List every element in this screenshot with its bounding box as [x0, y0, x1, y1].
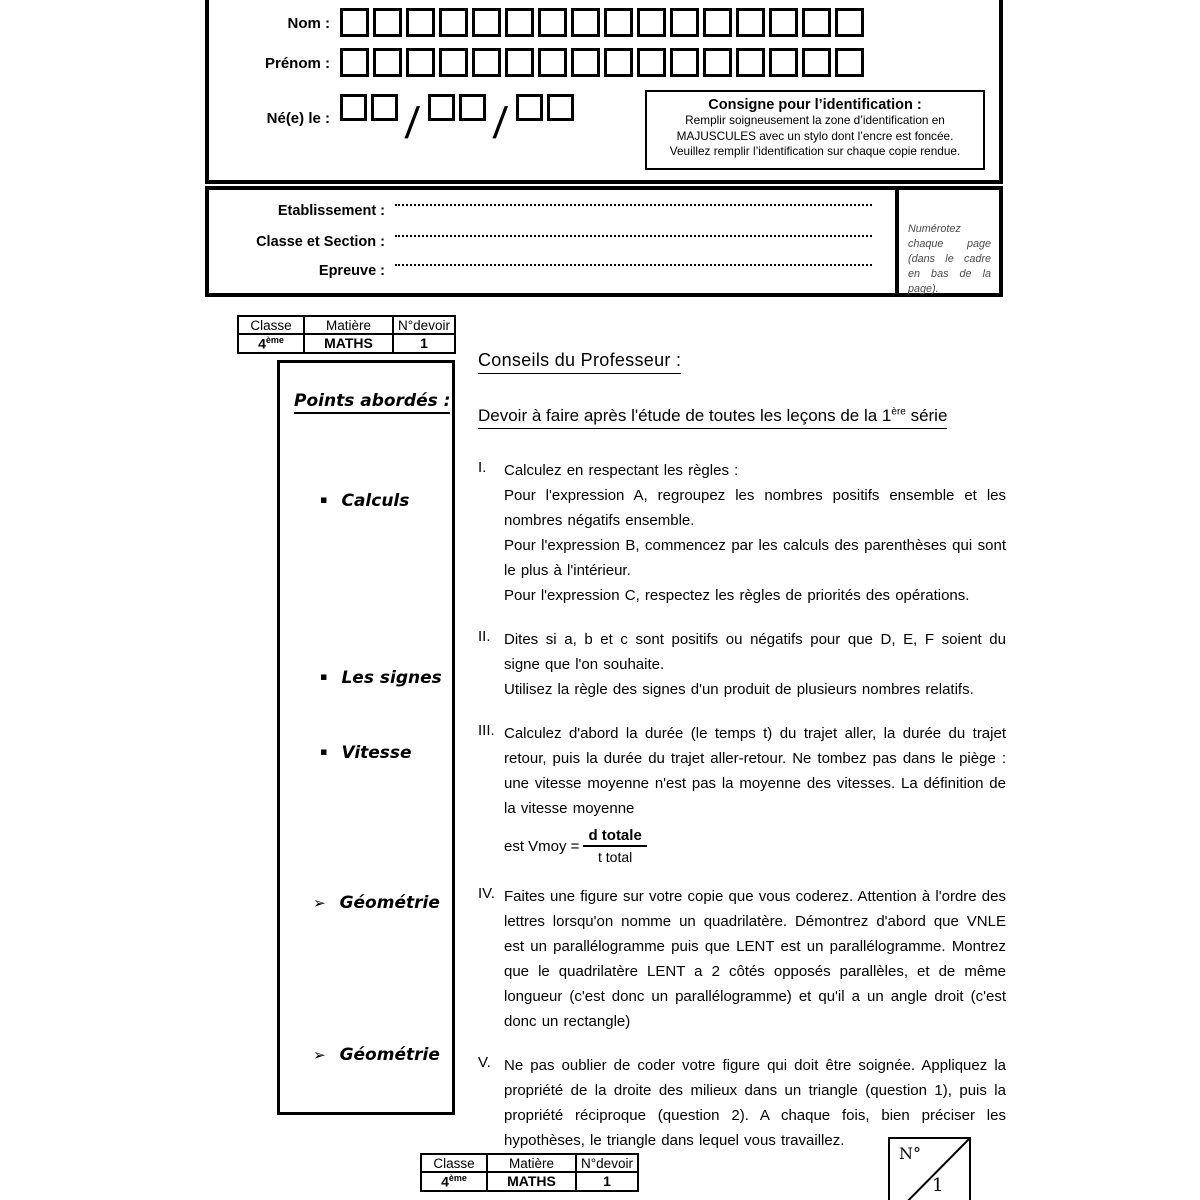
conseils-heading: Conseils du Professeur :	[478, 350, 681, 374]
character-box	[340, 8, 369, 37]
devoir-value: 1	[393, 334, 455, 353]
matiere-value: MATHS	[487, 1172, 576, 1191]
roman-numeral: III.	[478, 722, 495, 739]
bullet-icon: ▪	[320, 670, 328, 683]
character-box	[472, 48, 501, 77]
advice-text: Pour l'expression B, commencez par les calculs des parenthèses qui sont le plus à l'intérieur.	[504, 537, 1006, 579]
character-box	[637, 8, 666, 37]
sidebar-item-label: Vitesse	[341, 743, 412, 763]
character-box	[604, 8, 633, 37]
character-box	[571, 48, 600, 77]
character-box	[637, 48, 666, 77]
course-table-top	[237, 315, 456, 354]
classe-section-label: Classe et Section :	[256, 234, 385, 250]
advice-item-3	[478, 721, 1006, 865]
sidebar-item-label: Géométrie	[339, 1045, 440, 1065]
advice-text: Ne pas oublier de coder votre figure qui doit être soignée. Appliquez la propriété de la droite des milieux dans un triangle (question 1), puis la propriété réciproque (question 2). A chaque fois, bien préciser les hypothèses, le triangle dans lequel vous travaillez.	[504, 1057, 1006, 1149]
bullet-icon: ▪	[320, 493, 328, 506]
character-box	[340, 48, 369, 77]
points-abordes-box	[277, 360, 455, 1115]
advice-text: Calculez en respectant les règles :	[504, 462, 739, 479]
sidebar-item-calculs	[320, 491, 409, 511]
advice-text: Faites une figure sur votre copie que vous coderez. Attention à l'ordre des lettres lorsqu'on nomme un quadrilatère. Démontrez d'abord que VNLE est un parallélogramme puis que LENT est un parallélogramme. Montrez que le quadrilatère LENT a 2 côtés opposés parallèles, et de même longueur (c'est donc un parallélogramme) et qu'il a un angle droit (c'est donc un rectangle)	[504, 888, 1006, 1030]
character-box	[505, 8, 534, 37]
epreuve-fill-line	[395, 249, 872, 266]
character-box	[835, 48, 864, 77]
devoir-header: N°devoir	[576, 1154, 638, 1172]
matiere-header: Matière	[487, 1154, 576, 1172]
character-box	[459, 94, 486, 121]
character-box	[670, 8, 699, 37]
matiere-value: MATHS	[304, 334, 393, 353]
devoir-value: 1	[576, 1172, 638, 1191]
character-box	[516, 94, 543, 121]
instructions-title: Consigne pour l’identification :	[708, 97, 922, 113]
date-slash: /	[403, 99, 421, 148]
instructions-line: MAJUSCULES avec un stylo dont l’encre est foncée.	[676, 128, 954, 143]
character-box	[538, 48, 567, 77]
points-abordes-title: Points abordés :	[294, 391, 450, 414]
classe-header: Classe	[238, 316, 304, 334]
character-box	[439, 48, 468, 77]
character-box	[340, 94, 367, 121]
bullet-icon: ▪	[320, 745, 328, 758]
sidebar-item-label: Les signes	[341, 668, 442, 688]
character-box	[373, 48, 402, 77]
birthdate-day-boxes	[340, 94, 402, 121]
advice-item-4	[478, 884, 1006, 1034]
roman-numeral: IV.	[478, 885, 495, 902]
date-slash: /	[491, 99, 510, 148]
birthdate-label: Né(e) le :	[266, 110, 330, 127]
advice-text: Dites si a, b et c sont positifs ou négatifs pour que D, E, F soient du signe que l'on souhaite.	[504, 631, 1006, 673]
character-box	[373, 8, 402, 37]
classe-header: Classe	[421, 1154, 487, 1172]
prenom-letter-boxes	[340, 48, 868, 77]
classe-section-fill-line	[395, 220, 872, 237]
character-box	[371, 94, 398, 121]
character-box	[736, 8, 765, 37]
advice-list	[478, 458, 1006, 1172]
sidebar-item-geometrie-1	[313, 893, 440, 913]
character-box	[538, 8, 567, 37]
character-box	[472, 8, 501, 37]
etablissement-label: Etablissement :	[277, 203, 385, 219]
sidebar-item-label: Calculs	[341, 491, 410, 511]
arrow-bullet-icon: ➢	[313, 894, 326, 912]
character-box	[547, 94, 574, 121]
sidebar-item-les-signes	[320, 668, 442, 688]
birthdate-boxes	[340, 94, 578, 146]
sidebar-item-label: Géométrie	[339, 893, 440, 913]
formula-prefix: est Vmoy =	[504, 837, 580, 855]
instructions-line: Veuillez remplir l’identification sur chaque copie rendue.	[669, 144, 961, 159]
page-numbering-note-box	[895, 186, 1003, 297]
character-box	[769, 8, 798, 37]
advice-item-2	[478, 627, 1006, 702]
character-box	[736, 48, 765, 77]
classe-value: 4ème	[238, 334, 304, 353]
character-box	[703, 8, 732, 37]
etablissement-fill-line	[395, 189, 872, 206]
instructions-line: Remplir soigneusement la zone d’identification en	[685, 113, 945, 127]
roman-numeral: II.	[478, 628, 491, 645]
character-box	[802, 48, 831, 77]
advice-text: Pour l'expression A, regroupez les nombres positifs ensemble et les nombres négatifs ensemble.	[504, 487, 1006, 529]
advice-text: Pour l'expression C, respectez les règles de priorités des opérations.	[504, 587, 970, 604]
character-box	[505, 48, 534, 77]
character-box	[670, 48, 699, 77]
fraction-numerator: d totale	[583, 827, 646, 847]
advice-item-1	[478, 458, 1006, 608]
classe-value: 4ème	[421, 1172, 487, 1191]
matiere-header: Matière	[304, 316, 393, 334]
nom-label: Nom :	[287, 15, 330, 32]
page-number-box	[888, 1137, 971, 1200]
nom-letter-boxes	[340, 8, 868, 37]
character-box	[439, 8, 468, 37]
character-box	[769, 48, 798, 77]
birthdate-year-boxes	[516, 94, 578, 121]
formula-fraction	[583, 827, 646, 865]
page-number-label: N°	[899, 1144, 921, 1163]
roman-numeral: I.	[478, 459, 487, 476]
prenom-label: Prénom :	[264, 55, 330, 72]
sidebar-item-geometrie-2	[313, 1045, 440, 1065]
identification-instructions-box	[645, 90, 985, 170]
page-numbering-note: Numérotez chaque page (dans le cadre en bas de la page).	[908, 223, 991, 296]
devoir-header: N°devoir	[393, 316, 455, 334]
character-box	[703, 48, 732, 77]
character-box	[802, 8, 831, 37]
course-table-bottom	[420, 1153, 639, 1192]
arrow-bullet-icon: ➢	[313, 1046, 326, 1064]
page-number-value: 1	[932, 1175, 944, 1196]
advice-text: Calculez d'abord la durée (le temps t) du trajet aller, la durée du trajet retour, puis la durée du trajet aller-retour. Ne tombez pas dans le piège : une vitesse moyenne n'est pas la moyenne des vitesses. La définition de la vitesse moyenne	[504, 725, 1006, 817]
birthdate-month-boxes	[428, 94, 490, 121]
character-box	[604, 48, 633, 77]
sidebar-item-vitesse	[320, 743, 412, 763]
character-box	[571, 8, 600, 37]
roman-numeral: V.	[478, 1054, 491, 1071]
devoir-subheading: Devoir à faire après l'étude de toutes les leçons de la 1ère série	[478, 406, 947, 429]
character-box	[835, 8, 864, 37]
epreuve-label: Epreuve :	[318, 263, 385, 279]
character-box	[406, 48, 435, 77]
fraction-denominator: t total	[598, 849, 633, 865]
advice-text: Utilisez la règle des signes d'un produit de plusieurs nombres relatifs.	[504, 681, 974, 698]
vmoy-formula	[504, 827, 1006, 865]
character-box	[406, 8, 435, 37]
character-box	[428, 94, 455, 121]
